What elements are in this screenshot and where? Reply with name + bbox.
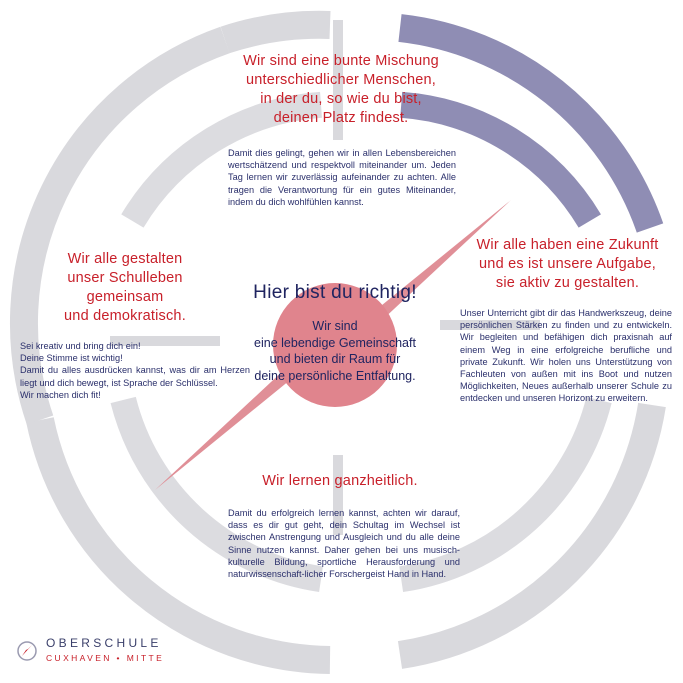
left-body: Sei kreativ und bring dich ein! Deine Stimme ist wichtig! Damit du alles ausdrücken kannst, was dir am Herzen liegt und dich bewegt, ist Sprache der Schlüssel. Wir machen dich fit! [20,341,250,400]
top-body: Damit dies gelingt, gehen wir in allen Lebensbereichen wertschätzend und respektvoll miteinander um. Jeden Tag lernen wir zuverlässig aufeinander zu achten. Alle tragen die Verantwortung für ein gutes Miteinander, indem du dich wohlfühlen kannst. [228,148,456,207]
motto: Hier bist du richtig! [253,282,417,303]
left-heading: Wir alle gestalten unser Schulleben gemeinsam und demokratisch. [64,251,186,324]
right-heading: Wir alle haben eine Zukunft und es ist unsere Aufgabe, sie aktiv zu gestalten. [476,237,659,291]
right-body: Unser Unterricht gibt dir das Handwerkszeug, deine persönlichen Stärken zu finden und zu entwickeln. Wir begleiten und befähigen dich praxisnah auf einem Weg in eine erfolgreiche berufliche und private Zukunft. Wir holen uns Unterstützung von Fachleuten von außen mit ins Boot und nutzen Möglichkeiten, Neues außerhalb unserer Schule zu entdecken und unseren Horizont zu erweitern. [460,308,672,404]
compass-icon [16,640,38,662]
logo-line-2: CUXHAVEN • MITTE [46,653,165,663]
bottom-heading: Wir lernen ganzheitlich. [262,473,418,489]
logo-line-1: OBERSCHULE [46,636,162,650]
bottom-body: Damit du erfolgreich lernen kannst, achten wir darauf, dass es dir gut geht, dein Schultag im Wechsel ist zwischen Anstrengung und Ausgleich und du alle deine Sinne nutzen kannst. Daher gehen bei uns musisch-kulturelle Bildung, sportliche Herausforderung und naturwissenschaft-licher Forschergeist Hand in Hand. [228,508,460,580]
top-heading: Wir sind eine bunte Mischung unterschiedlicher Menschen, in der du, so wie du bist, deinen Platz findest. [243,53,439,126]
ring-outer-top [225,25,330,40]
center-text: Wir sind eine lebendige Gemeinschaft und bieten dir Raum für deine persönliche Entfaltung. [254,319,416,383]
